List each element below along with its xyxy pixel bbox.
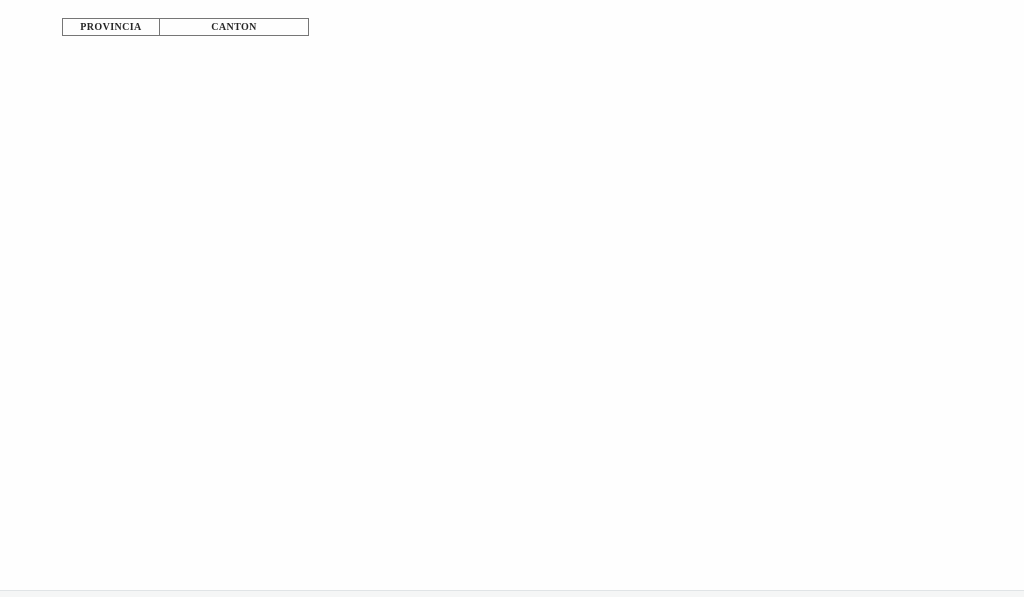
page-bottom-edge: [0, 590, 1024, 597]
canton-header-cell: CANTON: [160, 19, 309, 36]
provincia-header-cell: PROVINCIA: [63, 19, 160, 36]
table-header-row: [63, 19, 309, 36]
province-canton-table-1: [62, 18, 309, 36]
